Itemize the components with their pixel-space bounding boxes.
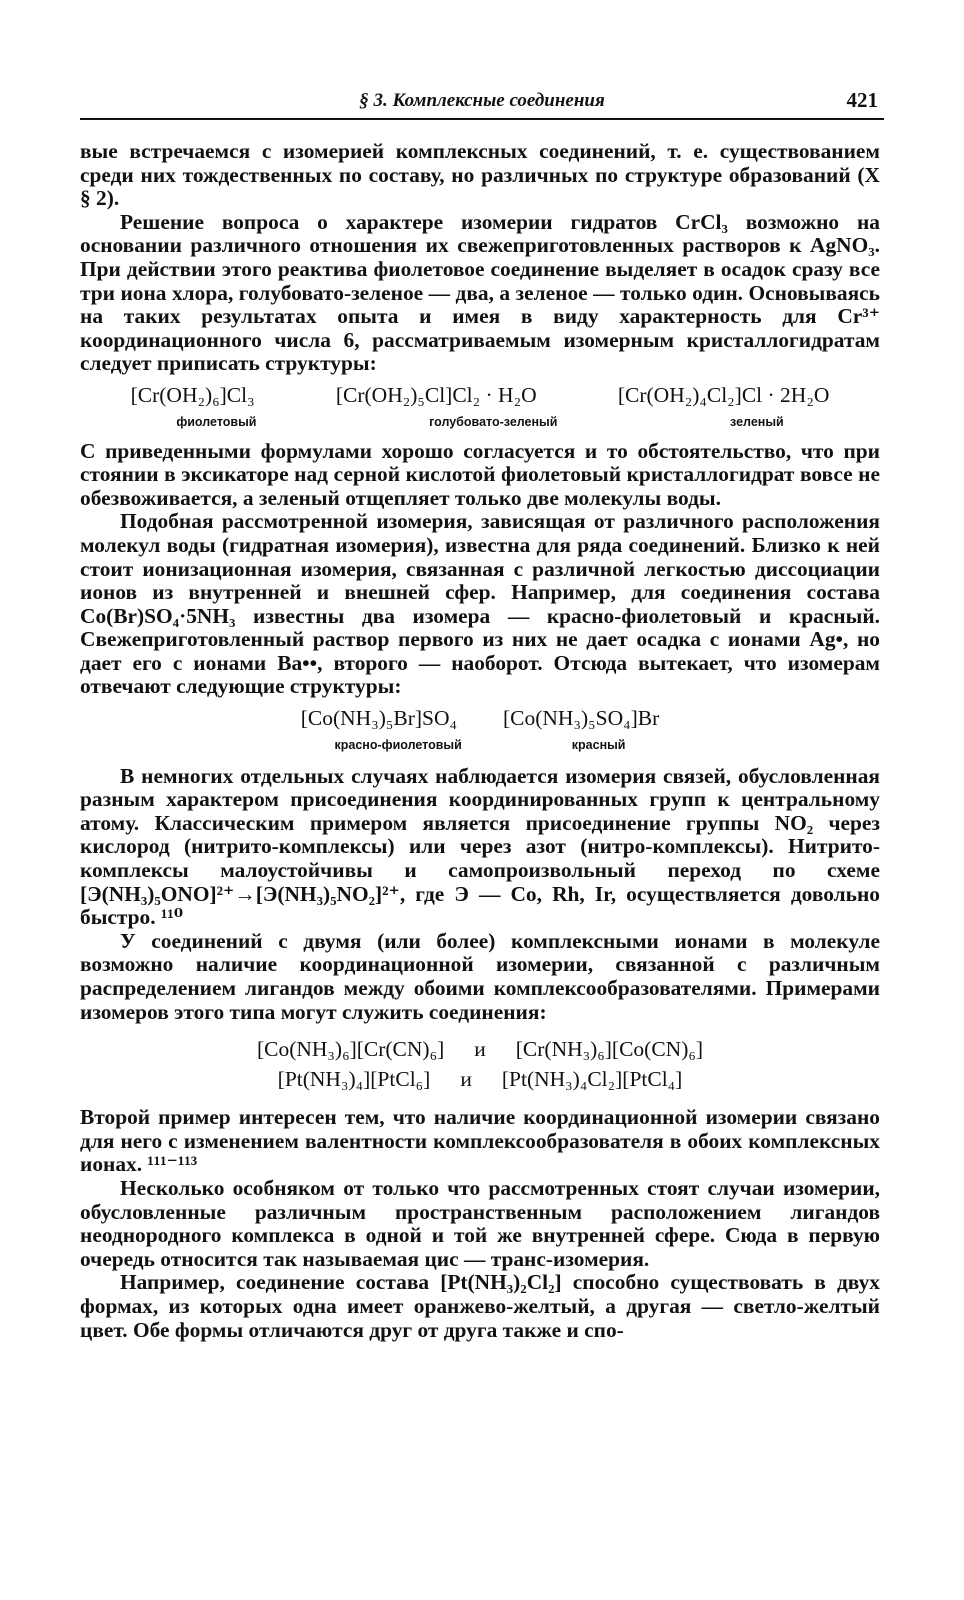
- running-header: [80, 84, 884, 120]
- paragraph: С приведенными формулами хорошо согласуется и то обстоятельство, что при стоянии в эксикаторе над серной кислотой фиолетовый кристаллогидрат вовсе не обезвоживается, а зеленый отщепляет только две молекулы воды.: [80, 438, 880, 510]
- formula: [Cr(NH₃)₆][Co(CN)₆]: [515, 1037, 704, 1062]
- paragraph: Подобная рассмотренной изомерия, зависящая от различного расположения молекул воды (гидратная изомерия), известна для ряда соединений. Близко к ней стоит ионизационная изомерия, связанная с различной легкостью диссоциации ионов из внутренней и внешней сфер. Например, для соединения состава Co(Br)SO₄·5NH₃ известны два изомера — красно-фиолетовый и красный. Свежеприготовленный раствор первого из них не дает осадка с ионами Ag•, но дает его с ионами Ba••, второго — наоборот. Отсюда вытекает, что изомерам отвечают следующие структуры:: [80, 509, 880, 699]
- page-number: 421: [846, 88, 878, 112]
- paragraph: Решение вопроса о характере изомерии гидратов CrCl₃ возможно на основании различного отношения их свежеприготовленных растворов к AgNO₃. При действии этого реактива фиолетовое соединение выделяет в осадок сразу все три иона хлора, голубовато-зеленое — два, а зеленое — только один. Основываясь на таких результатах опыта и имея в виду характерность для Cr³⁺ координационного числа 6, рассматриваемым изомерным кристаллогидратам следует приписать структуры:: [80, 209, 880, 376]
- caption-violet: фиолетовый: [176, 414, 257, 429]
- caption-red: красный: [571, 737, 626, 752]
- formula-red-violet: [Co(NH₃)₅Br]SO₄: [300, 706, 457, 731]
- formula: [Co(NH₃)₆][Cr(CN)₆]: [256, 1037, 445, 1062]
- formula: [Pt(NH₃)₄][PtCl₆]: [277, 1067, 431, 1092]
- paragraph: Несколько особняком от только что рассмотренных стоят случаи изомерии, обусловленные различным пространственным расположением лигандов неоднородного комплекса в одной и той же внутренней сфере. Сюда в первую очередь относится так называемая цис — транс-изомерия.: [80, 1175, 880, 1271]
- conjunction: и: [474, 1037, 486, 1062]
- caption-red-violet: красно-фиолетовый: [334, 737, 462, 752]
- formula-blue-green: [Cr(OH₂)₅Cl]Cl₂ · H₂O: [335, 382, 537, 407]
- paragraph: вые встречаемся с изомерией комплексных соединений, т. е. существованием среди них тождественных по составу, но различных по структуре образований (X § 2).: [80, 139, 880, 211]
- coordination-isomer-pairs: [80, 1034, 880, 1094]
- page-body: [80, 140, 880, 1342]
- formula: [Pt(NH₃)₄Cl₂][PtCl₄]: [501, 1067, 683, 1092]
- caption-row-cobalt: [80, 737, 880, 753]
- isomer-pair: [80, 1064, 880, 1094]
- isomer-pair: [80, 1034, 880, 1064]
- paragraph: У соединений с двумя (или более) комплексными ионами в молекуле возможно наличие координационной изомерии, связанной с различным распределением лигандов между обоими комплексообразователями. Примерами изомеров этого типа могут служить соединения:: [80, 928, 880, 1024]
- paragraph: Например, соединение состава [Pt(NH₃)₂Cl₂] способно существовать в двух формах, из которых одна имеет оранжево-желтый, а другая — светло-желтый цвет. Обе формы отличаются друг от друга также и спо-: [80, 1270, 880, 1342]
- caption-blue-green: голубовато-зеленый: [429, 414, 558, 429]
- paragraph: Второй пример интересен тем, что наличие координационной изомерии связано для него с изменением валентности комплексообразователя в обоих комплексных ионах. ¹¹¹⁻¹¹³: [80, 1105, 880, 1177]
- paragraph: В немногих отдельных случаях наблюдается изомерия связей, обусловленная разным характером присоединения координированных групп к центральному атому. Классическим примером является присоединение группы NO₂ через кислород (нитрито-комплексы) или через азот (нитро-комплексы). Нитрито-комплексы малоустойчивы и самопроизвольный переход по схеме [Э(NH₃)₅ONO]²⁺→[Э(NH₃)₅NO₂]²⁺, где Э — Co, Rh, Ir, осуществляется довольно быстро. ¹¹⁰: [80, 763, 880, 930]
- caption-green: зеленый: [730, 414, 784, 429]
- formula-row-cobalt: [80, 707, 880, 731]
- formula-row-chromium: [90, 384, 870, 408]
- conjunction: и: [460, 1067, 472, 1092]
- formula-red: [Co(NH₃)₅SO₄]Br: [503, 706, 660, 731]
- header-title: § 3. Комплексные соединения: [359, 90, 605, 111]
- formula-violet: [Cr(OH₂)₆]Cl₃: [130, 382, 255, 407]
- formula-green: [Cr(OH₂)₄Cl₂]Cl · 2H₂O: [617, 382, 830, 407]
- caption-row-chromium: [90, 414, 870, 430]
